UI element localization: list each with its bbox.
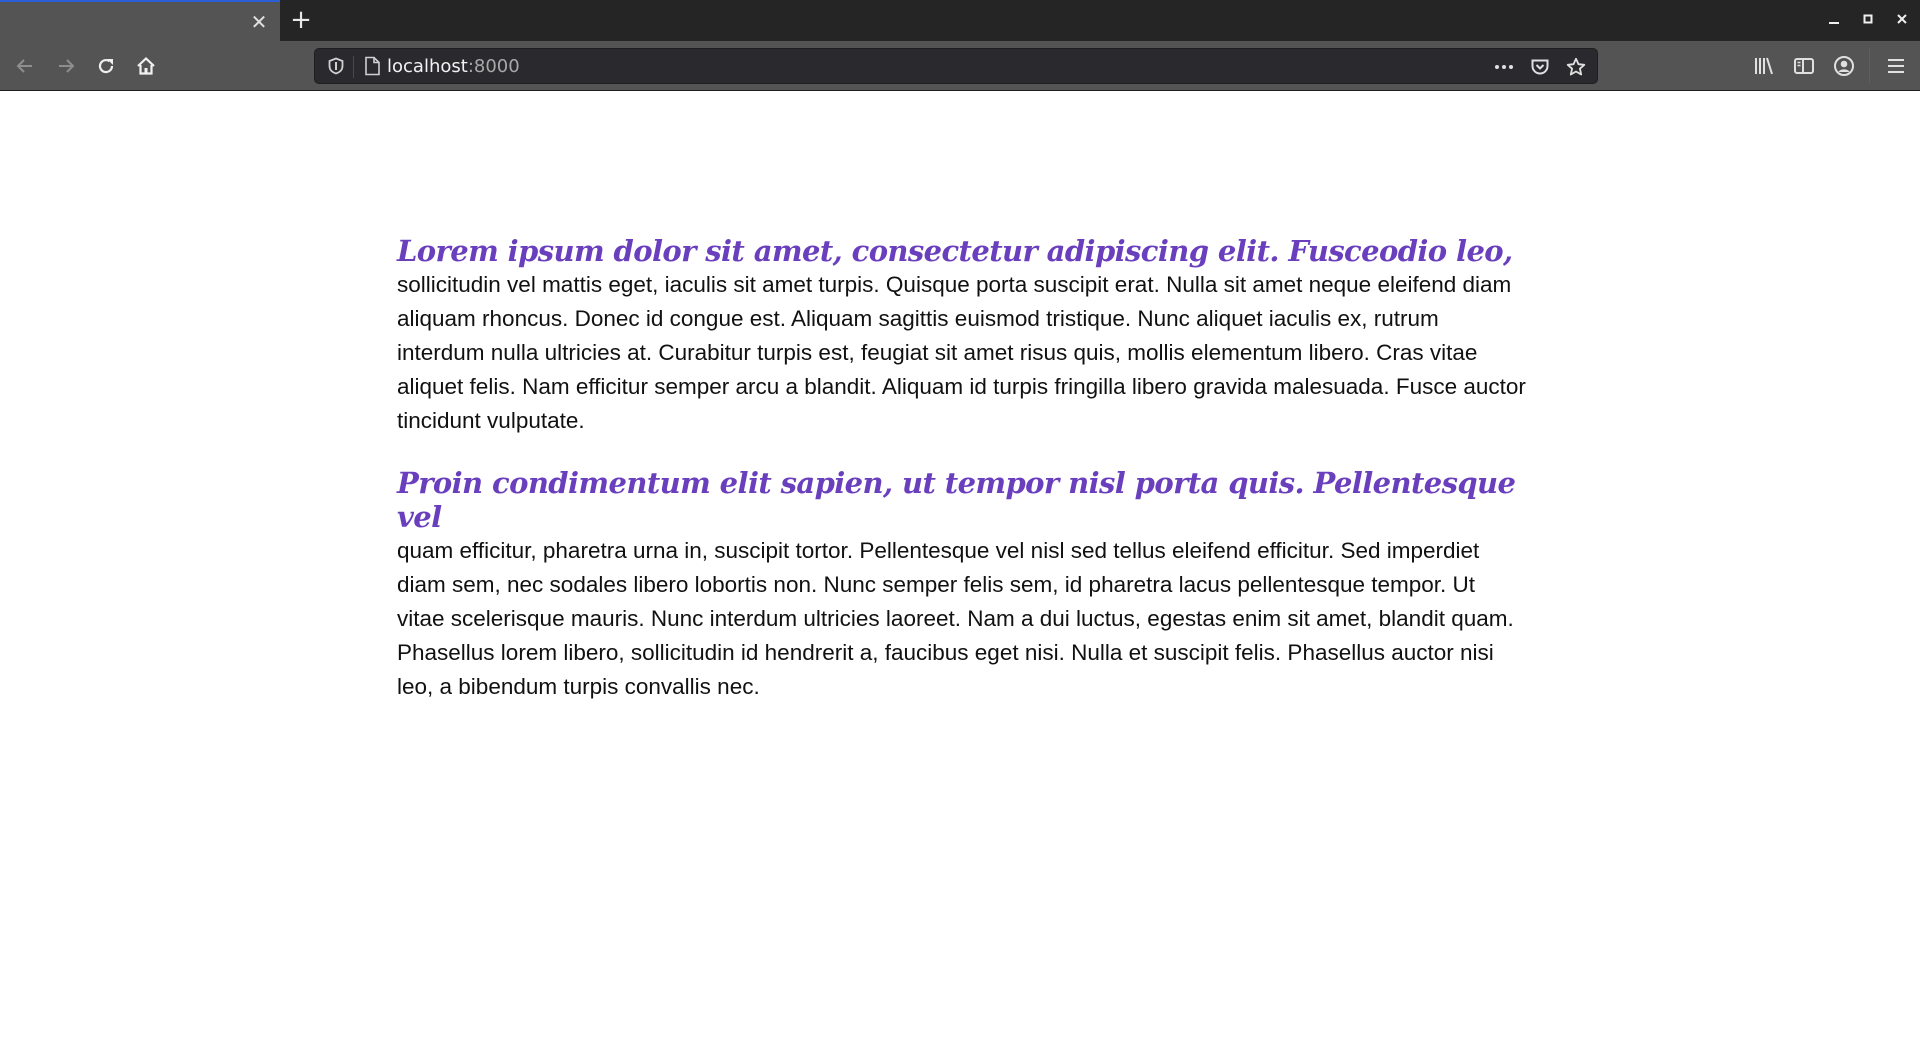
article: [397, 234, 1527, 732]
reload-icon[interactable]: [93, 53, 119, 79]
browser-titlebar: [0, 0, 1920, 41]
url-actions: [1493, 55, 1587, 79]
plus-icon[interactable]: +: [290, 5, 312, 35]
menu-icon[interactable]: [1883, 53, 1909, 79]
url-separator: [353, 56, 354, 78]
section-heading: Proin condimentum elit sapien, ut tempor nisl porta quis. Pellentesque vel: [397, 466, 1516, 534]
section-body: quam efficitur, pharetra urna in, suscipit tortor. Pellentesque vel nisl sed tellus eleifend efficitur. Sed imperdiet diam sem, nec sodales libero lobortis non. Nunc semper felis sem, id pharetra lacus pellentesque tempor. Ut vitae scelerisque mauris. Nunc interdum ultricies laoreet. Nam a dui luctus, egestas enim sit amet, blandit quam. Phasellus lorem libero, sollicitudin id hendrerit a, faucibus eget nisi. Nulla et suscipit felis. Phasellus auctor nisi leo, a bibendum turpis convallis nec.: [397, 538, 1514, 699]
page-content: [0, 92, 1920, 1046]
section-heading: Lorem ipsum dolor sit amet, consectetur adipiscing elit. Fusceodio leo,: [397, 234, 1513, 268]
page-icon[interactable]: [363, 56, 381, 76]
library-icon[interactable]: [1751, 53, 1777, 79]
sidebar-icon[interactable]: [1791, 53, 1817, 79]
browser-navbar: [0, 41, 1920, 91]
more-icon[interactable]: [1493, 56, 1515, 78]
pocket-icon[interactable]: [1529, 56, 1551, 78]
url-host: localhost: [387, 56, 468, 77]
close-icon[interactable]: ✕: [250, 10, 268, 34]
toolbar-separator: [1869, 49, 1870, 83]
url-text[interactable]: [387, 56, 520, 78]
article-section-1: [397, 234, 1527, 438]
url-bar[interactable]: [314, 48, 1598, 84]
arrow-right-icon[interactable]: [53, 53, 79, 79]
shield-icon[interactable]: [327, 57, 345, 75]
maximize-icon[interactable]: [1856, 10, 1880, 34]
browser-tab-active[interactable]: [0, 0, 280, 41]
url-port: :8000: [467, 56, 520, 77]
article-section-2: [397, 466, 1527, 704]
arrow-left-icon[interactable]: [12, 53, 38, 79]
section-body: sollicitudin vel mattis eget, iaculis sit amet turpis. Quisque porta suscipit erat. Nulla sit amet neque eleifend diam aliquam rhoncus. Donec id congue est. Aliquam sagittis euismod tristique. Nunc aliquet iaculis ex, rutrum interdum nulla ultricies at. Curabitur turpis est, feugiat sit amet risus quis, mollis elementum libero. Cras vitae aliquet felis. Nam efficitur semper arcu a blandit. Aliquam id turpis fringilla libero gravida malesuada. Fusce auctor tincidunt vulputate.: [397, 272, 1526, 433]
star-icon[interactable]: [1565, 56, 1587, 78]
account-icon[interactable]: [1831, 53, 1857, 79]
minimize-icon[interactable]: [1822, 10, 1846, 34]
window-close-icon[interactable]: [1890, 10, 1914, 34]
home-icon[interactable]: [133, 53, 159, 79]
